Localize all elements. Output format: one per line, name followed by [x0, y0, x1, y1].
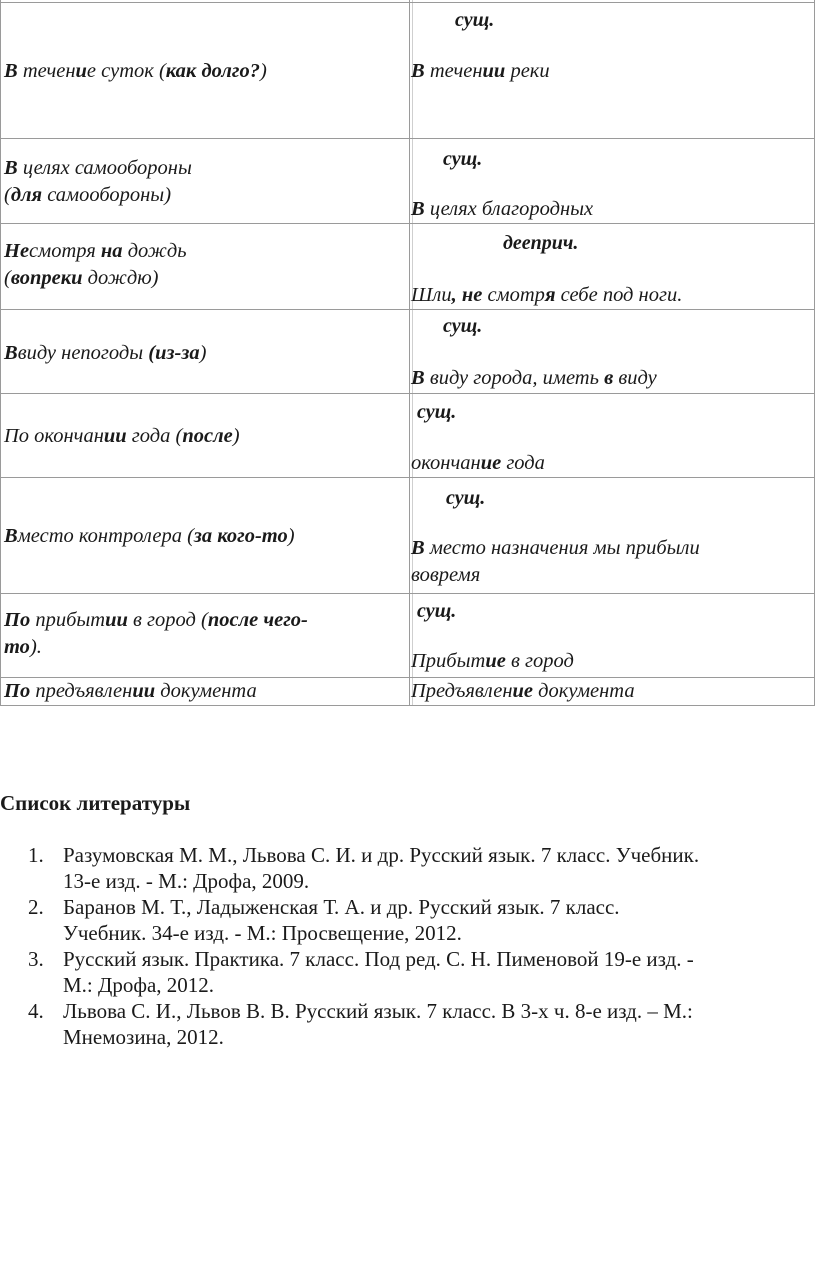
part-of-speech-label: дееприч.	[503, 232, 579, 254]
text-fragment: смотря	[29, 240, 101, 262]
cell-line	[411, 648, 574, 675]
cell-line	[4, 238, 187, 265]
cell-line	[4, 678, 257, 705]
bold-fragment: Не	[4, 240, 30, 262]
bold-fragment: после	[182, 425, 233, 447]
bold-fragment: ие	[480, 452, 502, 474]
bold-fragment: в	[604, 367, 614, 389]
text-fragment: года	[501, 452, 545, 474]
text-fragment: виду непогоды	[17, 342, 149, 364]
cell-line	[411, 58, 550, 85]
bold-fragment: ии	[103, 425, 127, 447]
cell-line	[411, 450, 545, 477]
text-fragment: прибыт	[30, 609, 106, 631]
bold-fragment: на	[100, 240, 123, 262]
table-border-right	[814, 0, 815, 706]
list-item	[0, 894, 816, 946]
text-fragment: вовремя	[411, 564, 481, 586]
table-cell-right	[411, 282, 682, 309]
row-divider	[0, 393, 815, 394]
table-column-divider	[412, 0, 413, 706]
list-item-text: Мнемозина, 2012.	[63, 1025, 224, 1049]
bold-fragment: В	[411, 60, 425, 82]
table-cell-right	[411, 365, 657, 392]
text-fragment: смотр	[482, 284, 545, 306]
table-cell-left	[4, 423, 240, 450]
row-divider	[0, 138, 815, 139]
bold-fragment: В	[4, 342, 18, 364]
text-fragment: место назначения мы прибыли	[424, 537, 700, 559]
text-fragment: в город (	[127, 609, 208, 631]
cell-line	[411, 196, 593, 223]
bold-fragment: вопреки	[10, 267, 83, 289]
bold-fragment: то	[4, 636, 30, 658]
bold-fragment: В	[4, 60, 18, 82]
bold-fragment: В	[411, 537, 425, 559]
cell-line	[411, 535, 700, 562]
row-divider	[0, 477, 815, 478]
bold-fragment: за кого-то	[193, 525, 288, 547]
text-fragment: )	[287, 525, 295, 547]
text-fragment: Шли	[411, 284, 452, 306]
table-cell-right	[411, 648, 574, 675]
bold-fragment: ие	[512, 680, 534, 702]
bold-fragment: ие	[485, 650, 506, 672]
text-fragment: Прибыт	[411, 650, 486, 672]
text-fragment: место контролера (	[17, 525, 194, 547]
table-cell-left	[4, 58, 267, 85]
list-item-text: Русский язык. Практика. 7 класс. Под ред. С. Н. Пименовой 19-е изд. -	[63, 947, 694, 971]
table-border-top	[0, 2, 815, 3]
table-cell-left	[4, 678, 257, 705]
cell-line	[4, 265, 187, 292]
bold-fragment: В	[4, 525, 18, 547]
table-border-bottom	[0, 705, 815, 706]
bold-fragment: По	[4, 609, 31, 631]
cell-line	[4, 182, 192, 209]
list-item-text: М.: Дрофа, 2012.	[63, 973, 215, 997]
row-divider	[0, 309, 815, 310]
text-fragment: предъявлен	[30, 680, 133, 702]
text-fragment: течен	[424, 60, 483, 82]
list-item	[0, 998, 816, 1050]
text-fragment: )	[259, 60, 267, 82]
table-cell-right	[411, 678, 635, 705]
cell-line	[4, 423, 240, 450]
row-divider	[0, 593, 815, 594]
cell-line	[411, 678, 635, 705]
list-item-text: Разумовская М. М., Львова С. И. и др. Русский язык. 7 класс. Учебник.	[63, 843, 700, 867]
text-fragment: (	[4, 267, 11, 289]
cell-line	[4, 607, 308, 634]
cell-line	[411, 365, 657, 392]
table-border-left	[0, 0, 1, 706]
table-cell-left	[4, 523, 295, 550]
bold-fragment: как долго?	[165, 60, 260, 82]
part-of-speech-label: сущ.	[443, 148, 483, 170]
cell-line	[411, 562, 700, 589]
text-fragment: целях самообороны	[17, 157, 192, 179]
bold-fragment: ии	[482, 60, 506, 82]
table-cell-right	[411, 450, 545, 477]
cell-line	[4, 340, 206, 367]
bold-fragment: ии	[132, 680, 156, 702]
cell-line	[4, 634, 308, 661]
bold-fragment: , не	[451, 284, 483, 306]
part-of-speech-label: сущ.	[417, 600, 457, 622]
text-fragment: течен	[17, 60, 76, 82]
row-divider	[0, 223, 815, 224]
part-of-speech-label: сущ.	[417, 401, 457, 423]
text-fragment: дождю)	[82, 267, 159, 289]
bold-fragment: В	[4, 157, 18, 179]
literature-title: Список литературы	[0, 791, 191, 815]
table-cell-left	[4, 340, 206, 367]
bold-fragment: и	[75, 60, 87, 82]
text-fragment: ).	[29, 636, 42, 658]
table-column-divider	[409, 0, 410, 706]
cell-line	[411, 282, 682, 309]
part-of-speech-label: сущ.	[446, 487, 486, 509]
list-item-text: Баранов М. Т., Ладыженская Т. А. и др. Русский язык. 7 класс.	[63, 895, 620, 919]
bold-fragment: (из-за	[148, 342, 200, 364]
text-fragment: виду города, иметь	[424, 367, 605, 389]
list-item-number: 4.	[28, 999, 44, 1023]
text-fragment: реки	[505, 60, 550, 82]
list-item	[0, 842, 816, 894]
table-cell-left	[4, 155, 192, 209]
part-of-speech-label: сущ.	[455, 9, 495, 31]
list-item-text: Учебник. 34-е изд. - М.: Просвещение, 2012.	[63, 921, 462, 945]
table-cell-right	[411, 196, 593, 223]
bold-fragment: В	[411, 198, 425, 220]
text-fragment: дождь	[122, 240, 187, 262]
literature-list	[0, 842, 816, 1050]
part-of-speech-label: сущ.	[443, 315, 483, 337]
bold-fragment: ии	[105, 609, 128, 631]
cell-line	[4, 523, 295, 550]
bold-fragment: В	[411, 367, 425, 389]
list-item-text: Львова С. И., Львов В. В. Русский язык. 7 класс. В 3-х ч. 8-е изд. – М.:	[63, 999, 693, 1023]
table-cell-right	[411, 58, 550, 85]
list-item-number: 2.	[28, 895, 44, 919]
bold-fragment: По	[4, 680, 31, 702]
cell-line	[4, 155, 192, 182]
text-fragment: года (	[126, 425, 183, 447]
text-fragment: целях благородных	[424, 198, 594, 220]
list-item-number: 3.	[28, 947, 44, 971]
table-cell-left	[4, 238, 187, 292]
text-fragment: документа	[533, 680, 635, 702]
text-fragment: )	[232, 425, 240, 447]
text-fragment: самообороны)	[42, 184, 172, 206]
text-fragment: По окончан	[4, 425, 104, 447]
list-item-number: 1.	[28, 843, 44, 867]
list-item-text: 13-е изд. - М.: Дрофа, 2009.	[63, 869, 310, 893]
bold-fragment: для	[10, 184, 43, 206]
list-item	[0, 946, 816, 998]
table-cell-left	[4, 607, 308, 661]
text-fragment: документа	[155, 680, 257, 702]
text-fragment: окончан	[411, 452, 481, 474]
text-fragment: Предъявлен	[411, 680, 513, 702]
cell-line	[4, 58, 267, 85]
text-fragment: )	[199, 342, 207, 364]
bold-fragment: после чего-	[207, 609, 308, 631]
text-fragment: в город	[505, 650, 574, 672]
text-fragment: себе под ноги.	[555, 284, 683, 306]
bold-fragment: я	[544, 284, 556, 306]
text-fragment: е суток (	[86, 60, 166, 82]
text-fragment: виду	[613, 367, 657, 389]
text-fragment: (	[4, 184, 11, 206]
table-cell-right	[411, 535, 700, 589]
